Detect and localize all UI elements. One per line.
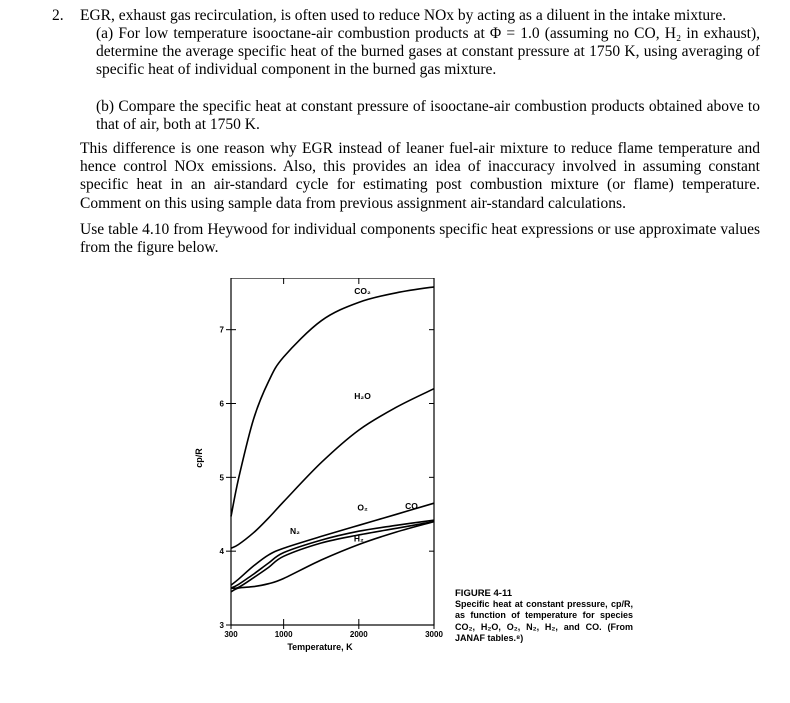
y-tick-label-2: 5 <box>219 473 224 483</box>
y-axis-ticks <box>220 326 236 630</box>
series-label-3: CO <box>405 501 418 512</box>
x-tick-label-2: 2000 <box>349 630 368 639</box>
figure-caption <box>455 588 633 644</box>
y-tick-label-1: 4 <box>219 547 224 557</box>
specific-heat-chart <box>180 278 450 658</box>
series-curves <box>231 287 434 592</box>
y-tick-label-4: 7 <box>219 325 224 335</box>
y-tick-label-3: 6 <box>219 399 224 409</box>
question-part-a: (a) For low temperature isooctane-air combustion products at Φ = 1.0 (assuming no CO, H₂ in exhaust), determine the average specific heat of the burned gases at constant pressure at 1750 K, using averaging of specific heat of individual component in the burned gas mixture. <box>96 25 760 79</box>
series-line-5 <box>231 522 434 592</box>
x-tick-label-0: 300 <box>224 630 238 639</box>
series-labels <box>290 286 418 543</box>
series-label-4: N₂ <box>289 526 300 537</box>
x-tick-label-1: 1000 <box>274 630 293 639</box>
figure-caption-title: FIGURE 4-11 <box>455 588 513 599</box>
series-label-5: H₂ <box>353 533 364 544</box>
paragraph-instructions: Use table 4.10 from Heywood for individual components specific heat expressions or use approximate values from the figure below. <box>80 221 760 257</box>
right-axis-ticks <box>429 330 434 625</box>
y-axis-label: cp/R <box>194 448 204 468</box>
question-part-b: (b) Compare the specific heat at constant pressure of isooctane-air combustion products obtained above to that of air, both at 1750 K. <box>96 98 760 134</box>
paragraph-emissions: This difference is one reason why EGR instead of leaner fuel-air mixture to reduce flame temperature and hence control NOx emissions. Also, this provides an idea of inaccuracy involved in assuming constant specific heat in an air-standard cycle for estimating post combustion mixture (or flame) temperature. Comment on this using sample data from previous assignment air-standard calculations. <box>80 140 760 212</box>
figure-caption-body: Specific heat at constant pressure, cp/R, as function of temperature for species CO₂, H₂O, O₂, N₂, H₂, and CO. (From JANAF tables.⁸) <box>455 599 633 643</box>
series-label-0: CO₂ <box>354 286 371 297</box>
series-label-1: H₂O <box>354 391 371 402</box>
x-axis-label: Temperature, K <box>287 642 353 652</box>
y-tick-label-0: 3 <box>219 621 224 630</box>
series-label-2: O₂ <box>357 502 368 513</box>
question-intro: EGR, exhaust gas recirculation, is often used to reduce NOx by acting as a diluent in the intake mixture. <box>80 7 727 24</box>
x-axis-ticks <box>224 278 443 639</box>
x-tick-label-3: 3000 <box>425 630 443 639</box>
question-number: 2. <box>52 7 64 24</box>
series-line-0 <box>231 287 434 517</box>
